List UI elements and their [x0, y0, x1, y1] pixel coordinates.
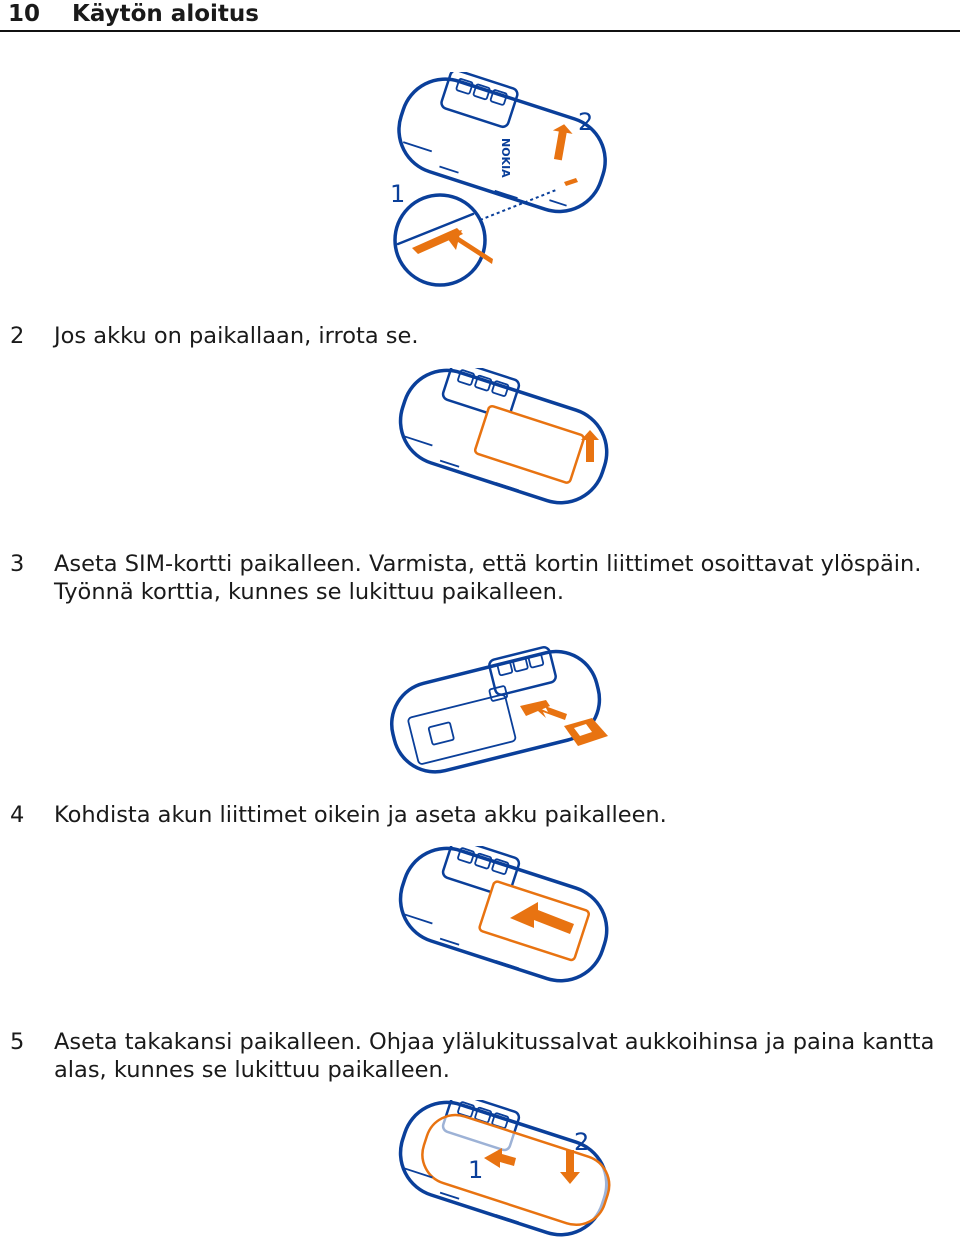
step-line: Työnnä korttia, kunnes se lukittuu paikalleen. [54, 579, 565, 605]
figure-remove-battery [380, 368, 630, 518]
figure-insert-battery [380, 846, 630, 991]
step-text [54, 801, 954, 829]
step-text [54, 550, 954, 606]
callout-2: 2 [578, 108, 594, 136]
step-number: 4 [10, 802, 25, 828]
callout-1: 1 [468, 1156, 484, 1184]
callout-2: 2 [574, 1128, 590, 1156]
step-line: alas, kunnes se lukittuu paikalleen. [54, 1057, 450, 1083]
step-line: Aseta SIM-kortti paikalleen. Varmista, että kortin liittimet osoittavat ylöspäin. [54, 551, 922, 577]
chapter-title: Käytön aloitus [72, 1, 259, 27]
step-number: 2 [10, 323, 25, 349]
figure-remove-back-cover [380, 72, 630, 292]
page-header [0, 0, 960, 32]
step-line: Kohdista akun liittimet oikein ja aseta akku paikalleen. [54, 802, 667, 828]
figure-insert-sim [380, 630, 630, 775]
brand-logo: NOKIA [499, 138, 512, 178]
step-line: Jos akku on paikallaan, irrota se. [54, 323, 419, 349]
step-line: Aseta takakansi paikalleen. Ohjaa ylälukitussalvat aukkoihinsa ja paina kantta [54, 1029, 935, 1055]
step-text [54, 322, 954, 350]
step-text [54, 1028, 954, 1084]
step-number: 5 [10, 1029, 25, 1055]
step-number: 3 [10, 551, 25, 577]
figure-replace-back-cover [380, 1100, 630, 1250]
page-number: 10 [8, 1, 41, 27]
callout-1: 1 [390, 180, 406, 208]
